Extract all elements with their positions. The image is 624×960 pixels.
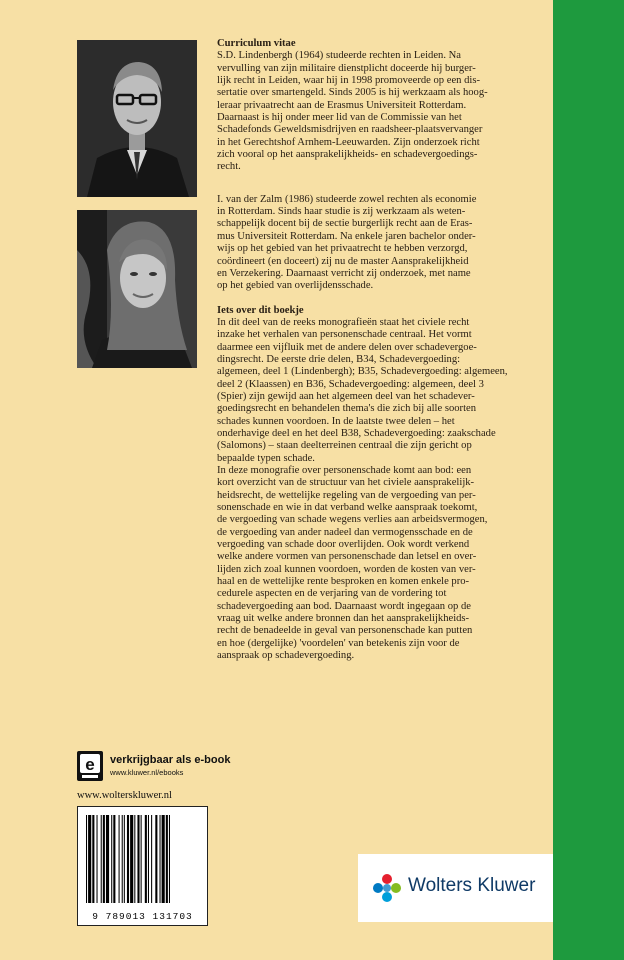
portrait-man-image — [77, 40, 197, 197]
publisher-name: Wolters Kluwer — [408, 875, 536, 896]
text-line: mus Universiteit Rotterdam. Na enkele jaren bachelor onder- — [217, 230, 476, 242]
text-line: en hoe (dergelijke) 'voordelen' van betekenis zijn voor de — [217, 637, 460, 649]
text-line: daarmee een vijfluik met de andere delen over schadevergoe- — [217, 341, 477, 353]
text-line: welke andere vormen van personenschade dan letsel en over- — [217, 551, 477, 563]
text-line: sertatie over smartengeld. Sinds 2005 is hij werkzaam als hoog- — [217, 87, 488, 99]
text-line: Schadefonds Geweldsmisdrijven en raadsheer-plaatsvervanger — [217, 124, 483, 136]
text-line: lijk recht in Leiden, waar hij in 1998 promoveerde op een dis- — [217, 75, 480, 87]
text-line: lijden zich zoal kunnen voordoen, worden de kosten van ver- — [217, 563, 476, 575]
portrait-woman-image — [77, 210, 197, 368]
author-photo-lindenbergh — [77, 40, 197, 197]
text-line: haal en de wettelijke rente besproken en komen enkele pro- — [217, 576, 470, 588]
isbn-barcode — [77, 806, 208, 926]
text-line: Daarnaast is hij onder meer lid van de Commissie van het — [217, 112, 462, 124]
text-line: de vergoeding van schade wegens verlies aan arbeidsvermogen, — [217, 514, 488, 526]
text-line: (Spier) zijn gewijd aan het algemeen deel van het schadever- — [217, 390, 475, 402]
about-heading: Iets over dit boekje — [217, 304, 304, 316]
text-line: de vergoeding van ander nadeel dan vermogensschade en de — [217, 526, 473, 538]
text-line: I. van der Zalm (1986) studeerde zowel rechten als economie — [217, 193, 477, 205]
text-line: wijs op het gebied van het privaatrecht te hebben verzorgd, — [217, 243, 468, 255]
text-line: goedingsrecht en behandelen thema's die zich bij alle soorten — [217, 403, 477, 415]
text-line: heidsrecht, de wettelijke regeling van de vergoeding van per- — [217, 489, 476, 501]
text-line: In dit deel van de reeks monografieën staat het civiele recht — [217, 316, 470, 328]
text-line: recht de benadeelde in geval van personenschade kan putten — [217, 625, 473, 637]
author-photo-van-der-zalm — [77, 210, 197, 368]
text-line: in het Gerechtshof Arnhem-Leeuwarden. Zijn onderzoek richt — [217, 136, 480, 148]
text-line: In deze monografie over personenschade komt aan bod: een — [217, 465, 472, 476]
publisher-website[interactable]: www.wolterskluwer.nl — [77, 790, 172, 801]
cv-lindenbergh — [217, 50, 539, 173]
about-paragraph-1 — [217, 317, 539, 465]
publisher-logo-box — [358, 854, 553, 922]
barcode-bars — [78, 807, 207, 907]
text-line: aanspraak op schadevergoeding. — [217, 650, 355, 662]
wolters-kluwer-logo-icon — [372, 873, 402, 903]
text-line: vraag uit welke andere bronnen dan het aansprakelijkheids- — [217, 613, 470, 625]
cv-van-der-zalm — [217, 194, 539, 293]
text-line: S.D. Lindenbergh (1964) studeerde rechten in Leiden. Na — [217, 50, 461, 62]
text-line: kort overzicht van de structuur van het civiele aansprakelijk- — [217, 477, 475, 489]
text-line: deel 2 (Klaassen) en B36, Schadevergoeding: algemeen, deel 3 — [217, 378, 484, 390]
text-line: coördineert (en doceert) zij nu de master Aansprakelijkheid — [217, 255, 469, 267]
text-line: leraar privaatrecht aan de Erasmus Universiteit Rotterdam. — [217, 99, 467, 111]
text-line: schadevergoeding aan bod. Daarnaast wordt ingegaan op de — [217, 600, 471, 612]
text-line: dingsrecht. De eerste drie delen, B34, Schadevergoeding: — [217, 353, 461, 365]
text-line: (Salomons) – staan deelterreinen centraal die zijn gericht op — [217, 440, 472, 452]
text-line: vervulling van zijn militaire dienstplicht doceerde hij burger- — [217, 62, 476, 74]
text-line: bepaalde typen schade. — [217, 452, 315, 464]
text-line: vergoeding van schade door overlijden. Ook wordt verkend — [217, 539, 470, 551]
ebook-label: verkrijgbaar als e-book — [110, 754, 231, 766]
text-line: in Rotterdam. Sinds haar studie is zij werkzaam als weten- — [217, 206, 466, 218]
text-line: cedurele aspecten en de verjaring van de vordering tot — [217, 588, 447, 600]
svg-text:e: e — [85, 755, 95, 774]
ebook-url[interactable]: www.kluwer.nl/ebooks — [110, 768, 184, 777]
text-line: inzake het verhalen van personenschade centraal. Het vormt — [217, 329, 472, 341]
ebook-notice — [77, 751, 247, 781]
barcode-digits: 9 789013 131703 — [92, 911, 193, 922]
text-line: algemeen, deel 1 (Lindenbergh); B35, Schadevergoeding: algemeen, — [217, 366, 508, 378]
text-line: recht. — [217, 161, 241, 173]
about-paragraph-2 — [217, 465, 539, 663]
cv-heading: Curriculum vitae — [217, 38, 296, 49]
text-line: schades kunnen voordoen. In de laatste twee delen – het — [217, 415, 455, 427]
text-line: en Verzekering. Daarnaast verricht zij onderzoek, met name — [217, 267, 471, 279]
text-line: zich vooral op het aansprakelijkheids- en schadevergoedings- — [217, 149, 478, 161]
ebook-icon — [77, 751, 103, 781]
text-line: sonenschade en wie in dat verband welke aanspraak toekomt, — [217, 502, 478, 514]
text-line: op het gebied van overlijdensschade. — [217, 280, 374, 292]
green-side-strip — [553, 0, 624, 960]
text-line: schappelijk docent bij de sectie burgerlijk recht aan de Eras- — [217, 218, 473, 230]
text-line: onderhavige deel en het deel B38, Schadevergoeding: zaakschade — [217, 427, 496, 439]
back-cover-text — [217, 38, 539, 663]
